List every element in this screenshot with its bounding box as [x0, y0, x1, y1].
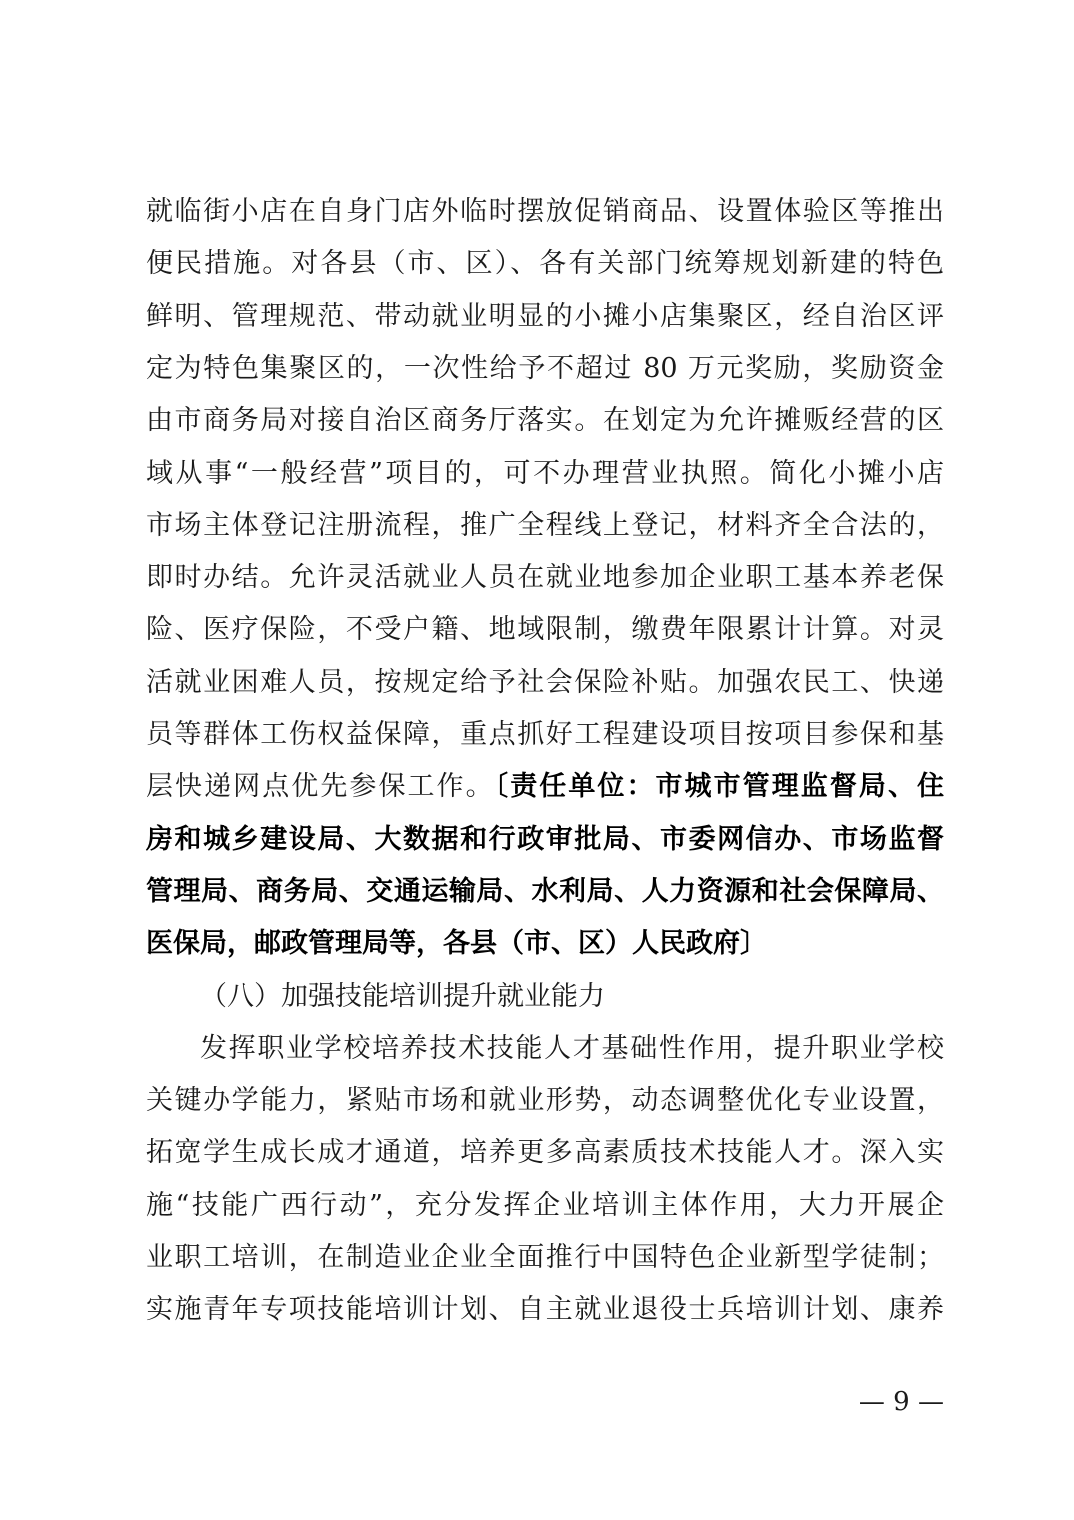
text-line: [146, 248, 944, 282]
text-line: [146, 510, 944, 544]
paragraph-text: 就临街小店在自身门店外临时摆放促销商品、设置体验区等推出: [146, 196, 944, 227]
paragraph-text: 业职工培训，在制造业企业全面推行中国特色企业新型学徒制；: [146, 1242, 944, 1273]
paragraph-text: 拓宽学生成长成才通道，培养更多高素质技术技能人才。深入实: [146, 1137, 944, 1169]
paragraph-text: 关键办学能力，紧贴市场和就业形势，动态调整优化专业设置，: [146, 1085, 944, 1117]
paragraph-text: 由市商务局对接自治区商务厅落实。在划定为允许摊贩经营的区: [146, 405, 944, 437]
text-line: [146, 614, 944, 648]
paragraph-text: 定为特色集聚区的，一次性给予不超过 80 万元奖励，奖励资金: [146, 352, 944, 384]
page-number: — 9 —: [858, 1387, 944, 1417]
text-line: [146, 1190, 944, 1224]
paragraph-text: 即时办结。允许灵活就业人员在就业地参加企业职工基本养老保: [146, 562, 944, 594]
text-line: [146, 876, 944, 910]
paragraph-text: （八）加强技能培训提升就业能力: [200, 980, 605, 1012]
paragraph-text: 险、医疗保险，不受户籍、地域限制，缴费年限累计计算。对灵: [146, 614, 944, 646]
paragraph-text: 市场主体登记注册流程，推广全程线上登记，材料齐全合法的，: [146, 509, 944, 541]
text-line: [146, 562, 944, 596]
text-line: [146, 1242, 944, 1276]
text-line: [146, 771, 944, 805]
paragraph-text: 施“技能广西行动”，充分发挥企业培训主体作用，大力开展企: [146, 1189, 944, 1221]
paragraph-text: 员等群体工伤权益保障，重点抓好工程建设项目按项目参保和基: [146, 719, 944, 750]
text-line: [146, 353, 944, 387]
paragraph-text: 发挥职业学校培养技术技能人才基础性作用，提升职业学校: [200, 1032, 944, 1064]
responsibility-text: 〔责任单位：市城市管理监督局、住: [494, 771, 945, 803]
text-line: [146, 719, 944, 753]
text-line: [146, 667, 944, 701]
text-line: [146, 1137, 944, 1171]
responsibility-text: 房和城乡建设局、大数据和行政审批局、市委网信办、市场监督: [146, 823, 944, 855]
paragraph-text: 域从事“一般经营”项目的，可不办理营业执照。简化小摊小店: [146, 457, 944, 489]
text-line: [200, 981, 944, 1015]
paragraph-text: 便民措施。对各县（市、区）、各有关部门统筹规划新建的特色: [146, 248, 944, 280]
text-line: [146, 1085, 944, 1119]
text-line: [146, 1294, 944, 1328]
text-line: [146, 928, 944, 962]
text-line: [200, 1033, 944, 1067]
text-line: [146, 405, 944, 439]
paragraph-text: 层快递网点优先参保工作。: [146, 771, 495, 803]
paragraph-text: 活就业困难人员，按规定给予社会保险补贴。加强农民工、快递: [146, 666, 944, 698]
paragraph-text: 实施青年专项技能培训计划、自主就业退役士兵培训计划、康养: [146, 1294, 944, 1326]
responsibility-text: 医保局，邮政管理局等，各县（市、区）人民政府〕: [146, 928, 767, 960]
paragraph-text: 鲜明、管理规范、带动就业明显的小摊小店集聚区，经自治区评: [146, 300, 944, 332]
text-line: [146, 458, 944, 492]
text-line: [146, 301, 944, 335]
text-line: [146, 196, 944, 230]
text-line: [146, 824, 944, 858]
responsibility-text: 管理局、商务局、交通运输局、水利局、人力资源和社会保障局、: [146, 875, 944, 907]
